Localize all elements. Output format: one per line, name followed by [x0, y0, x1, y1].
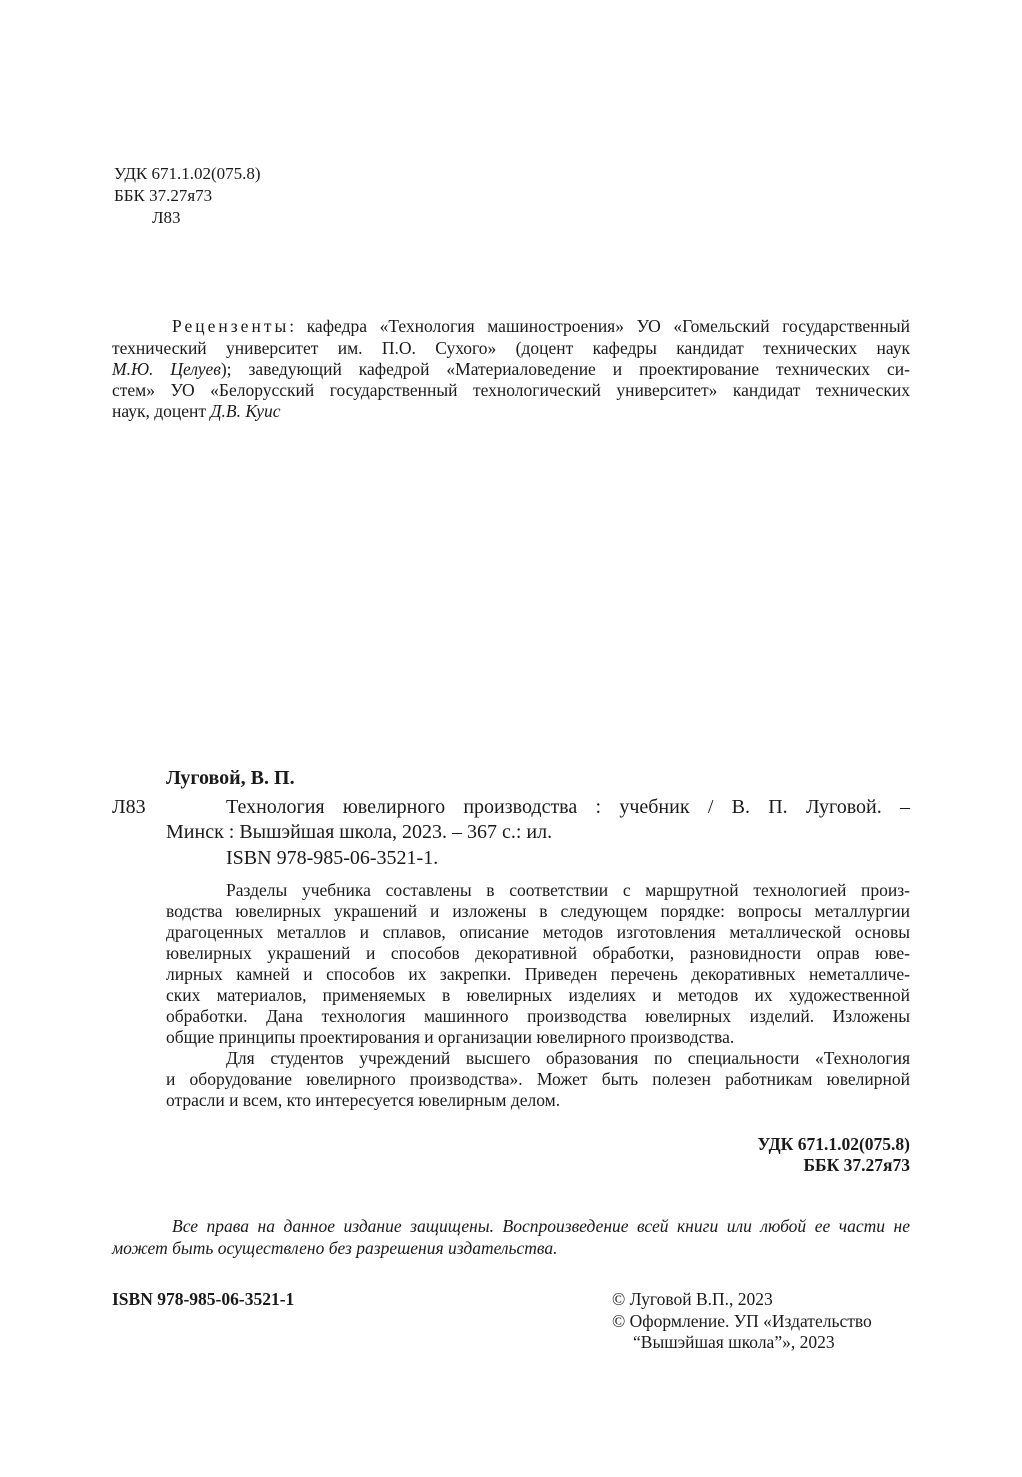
reviewers-line-3: М.Ю. Целуев); заведующий кафедрой «Материаловедение и проектирование технических си- — [112, 359, 910, 379]
annotation-line: ювелирных украшений и способов декоративной обработки, разновидности оправ юве- — [166, 943, 910, 963]
annotation-line: отрасли и всем, кто интересуется ювелирным делом. — [166, 1090, 561, 1110]
annotation-line: обработки. Дана технология машинного производства ювелирных изделий. Изложены — [166, 1006, 910, 1026]
reviewers-line-4: стем» УО «Белорусский государственный технологический университет» кандидат технических — [112, 380, 910, 400]
rights-notice-line-1: Все права на данное издание защищены. Воспроизведение всей книги или любой ее части не — [172, 1216, 910, 1236]
reviewer-name-2: Д.В. Куис — [210, 401, 281, 421]
bbk-code-top: ББК 37.27я73 — [114, 186, 213, 205]
reviewers-line-2: технический университет им. П.О. Сухого» (доцент кафедры кандидат технических наук — [112, 338, 910, 358]
annotation-line: и оборудование ювелирного производства». Может быть полезен работникам ювелирной — [166, 1069, 910, 1089]
isbn-footer: ISBN 978-985-06-3521-1 — [112, 1289, 295, 1309]
udk-code-top: УДК 671.1.02(075.8) — [114, 164, 261, 183]
annotation-line: Для студентов учреждений высшего образования по специальности «Технология — [226, 1048, 910, 1068]
annotation-line: драгоценных металлов и сплавов, описание методов изготовления металлической основы — [166, 922, 910, 942]
annotation-line: Разделы учебника составлены в соответствии с маршрутной технологией произ- — [226, 880, 910, 900]
copyright-design: © Оформление. УП «Издательство — [612, 1311, 872, 1331]
annotation-line: водства ювелирных украшений и изложены в следующем порядке: вопросы металлургии — [166, 901, 910, 921]
reviewers-line-5: наук, доцент Д.В. Куис — [112, 401, 281, 421]
annotation-line: ских материалов, применяемых в ювелирных изделиях и методов их художественной — [166, 985, 910, 1005]
copyright-author: © Луговой В.П., 2023 — [612, 1289, 773, 1309]
annotation-line: лирных камней и способов их закрепки. Приведен перечень декоративных неметалличе- — [166, 964, 910, 984]
annotation-line: общие принципы проектирования и организации ювелирного производства. — [166, 1027, 735, 1047]
book-title-line: Технология ювелирного производства : учебник / В. П. Луговой. – — [226, 796, 910, 818]
imprint-line: Минск : Вышэйшая школа, 2023. – 367 с.: ил. — [166, 821, 553, 843]
rights-notice-line-2: может быть осуществлено без разрешения издательства. — [112, 1238, 558, 1258]
reviewer-name-1: М.Ю. Целуев — [112, 359, 221, 379]
author-heading: Луговой, В. П. — [166, 767, 295, 789]
copyright-publisher: “Вышэйшая школа”», 2023 — [633, 1332, 835, 1352]
reviewers-line-1: Рецензенты: кафедра «Технология машиностроения» УО «Гомельский государственный — [172, 316, 910, 336]
bbk-code-bottom: ББК 37.27я73 — [803, 1155, 910, 1175]
udk-code-bottom: УДК 671.1.02(075.8) — [757, 1134, 910, 1154]
author-mark: Л83 — [112, 796, 146, 818]
reviewers-label: Рецензенты — [172, 316, 290, 336]
author-mark-top: Л83 — [152, 208, 181, 227]
isbn-line: ISBN 978-985-06-3521-1. — [226, 847, 439, 869]
annotation — [166, 880, 910, 1111]
